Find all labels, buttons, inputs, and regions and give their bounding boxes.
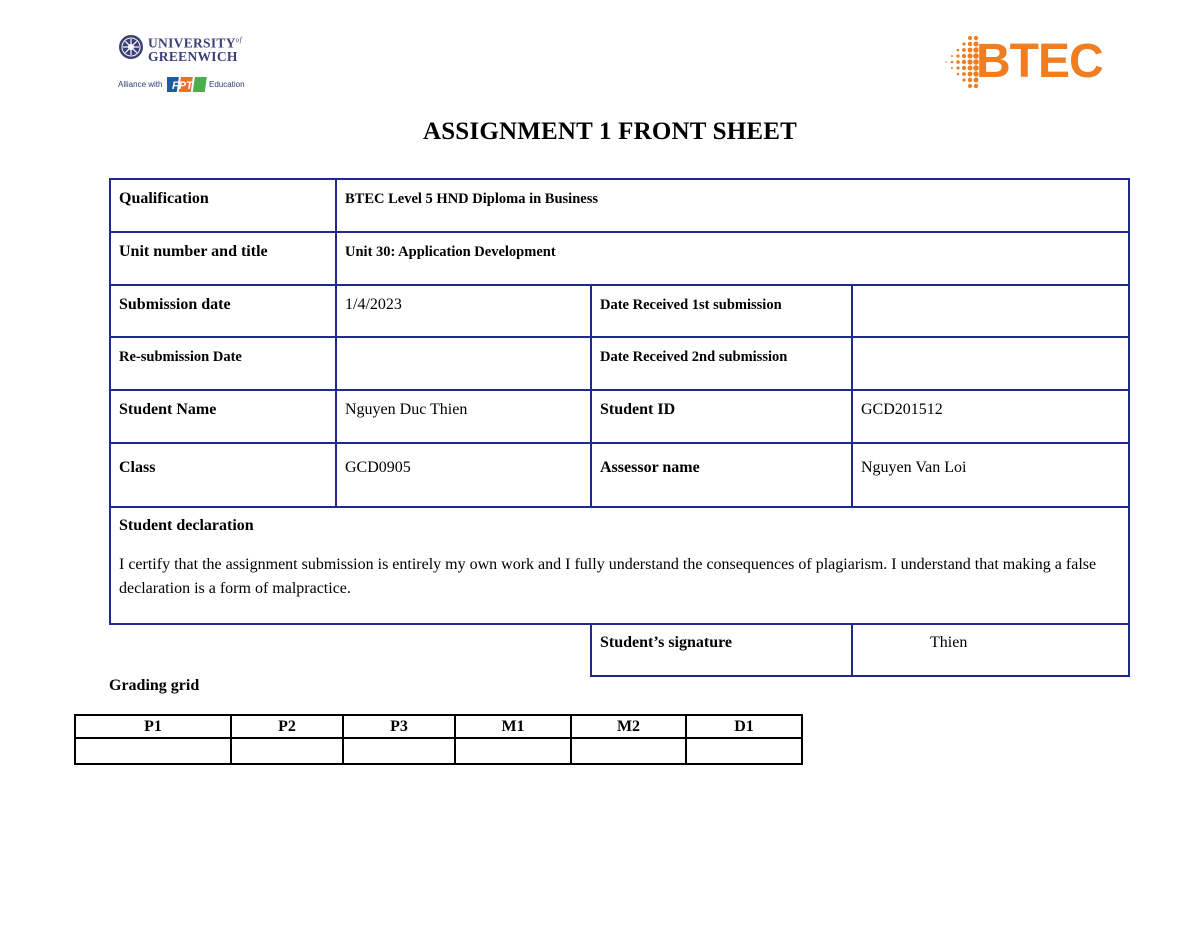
- table-row: [110, 179, 1129, 232]
- alliance-text: Alliance with: [118, 80, 163, 89]
- table-row: [110, 507, 1129, 624]
- grade-header-m2: M2: [571, 715, 686, 738]
- btec-wordmark: BTEC: [976, 35, 1103, 88]
- fpt-letter-f: FPT: [172, 80, 193, 92]
- date-received-2-label: Date Received 2nd submission: [591, 337, 852, 390]
- signature-spacer: [110, 624, 591, 676]
- grade-cell-p3: [343, 738, 455, 764]
- assessor-value: Nguyen Van Loi: [852, 443, 1129, 507]
- greenwich-logo: [118, 32, 248, 64]
- page-title: ASSIGNMENT 1 FRONT SHEET: [422, 118, 798, 145]
- grade-cell-m2: [571, 738, 686, 764]
- grading-value-row: [75, 738, 802, 764]
- declaration-cell: [110, 507, 1129, 624]
- declaration-text: I certify that the assignment submission is entirely my own work and I fully understand the consequences of plagiarism. I understand that making a false declaration is a form of malpractice.: [119, 556, 1097, 597]
- class-label: Class: [110, 443, 336, 507]
- fpt-alliance-logo: [118, 76, 248, 94]
- signature-value: Thien: [852, 624, 1129, 676]
- grade-header-d1: D1: [686, 715, 802, 738]
- education-text: Education: [209, 80, 245, 89]
- greenwich-fpt-logo: [118, 32, 248, 94]
- grading-header-row: [75, 715, 802, 738]
- grade-cell-m1: [455, 738, 571, 764]
- student-name-value: Nguyen Duc Thien: [336, 390, 591, 443]
- student-name-label: Student Name: [110, 390, 336, 443]
- submission-date-value: 1/4/2023: [336, 285, 591, 337]
- table-row: [110, 443, 1129, 507]
- front-sheet-table: [109, 178, 1130, 677]
- unit-value: Unit 30: Application Development: [336, 232, 1129, 285]
- declaration-heading: Student declaration: [119, 517, 254, 534]
- table-row: [110, 624, 1129, 676]
- grade-cell-d1: [686, 738, 802, 764]
- fpt-logo-icon: [167, 76, 207, 93]
- grade-header-p3: P3: [343, 715, 455, 738]
- grading-grid-table: [74, 714, 803, 765]
- table-row: [110, 390, 1129, 443]
- class-value: GCD0905: [336, 443, 591, 507]
- qualification-label: Qualification: [110, 179, 336, 232]
- greenwich-seal-icon: [118, 34, 144, 60]
- greenwich-wordmark: $UNIVERSITY^{of}$ GREENWICH: [148, 35, 242, 64]
- grade-header-p2: P2: [231, 715, 343, 738]
- date-received-2-value: [852, 337, 1129, 390]
- table-row: [110, 232, 1129, 285]
- signature-label: Student’s signature: [591, 624, 852, 676]
- unit-label: Unit number and title: [110, 232, 336, 285]
- assessor-label: Assessor name: [591, 443, 852, 507]
- date-received-1-label: Date Received 1st submission: [591, 285, 852, 337]
- resubmission-date-label: Re-submission Date: [110, 337, 336, 390]
- qualification-value: BTEC Level 5 HND Diploma in Business: [336, 179, 1129, 232]
- student-id-label: Student ID: [591, 390, 852, 443]
- grade-header-m1: M1: [455, 715, 571, 738]
- date-received-1-value: [852, 285, 1129, 337]
- submission-date-label: Submission date: [110, 285, 336, 337]
- table-row: [110, 337, 1129, 390]
- grade-cell-p1: [75, 738, 231, 764]
- resubmission-date-value: [336, 337, 591, 390]
- student-id-value: GCD201512: [852, 390, 1129, 443]
- grading-grid-label: Grading grid: [109, 677, 200, 694]
- btec-logo: [936, 32, 1122, 92]
- btec-dots-icon: [936, 32, 980, 92]
- table-row: [110, 285, 1129, 337]
- grade-header-p1: P1: [75, 715, 231, 738]
- grade-cell-p2: [231, 738, 343, 764]
